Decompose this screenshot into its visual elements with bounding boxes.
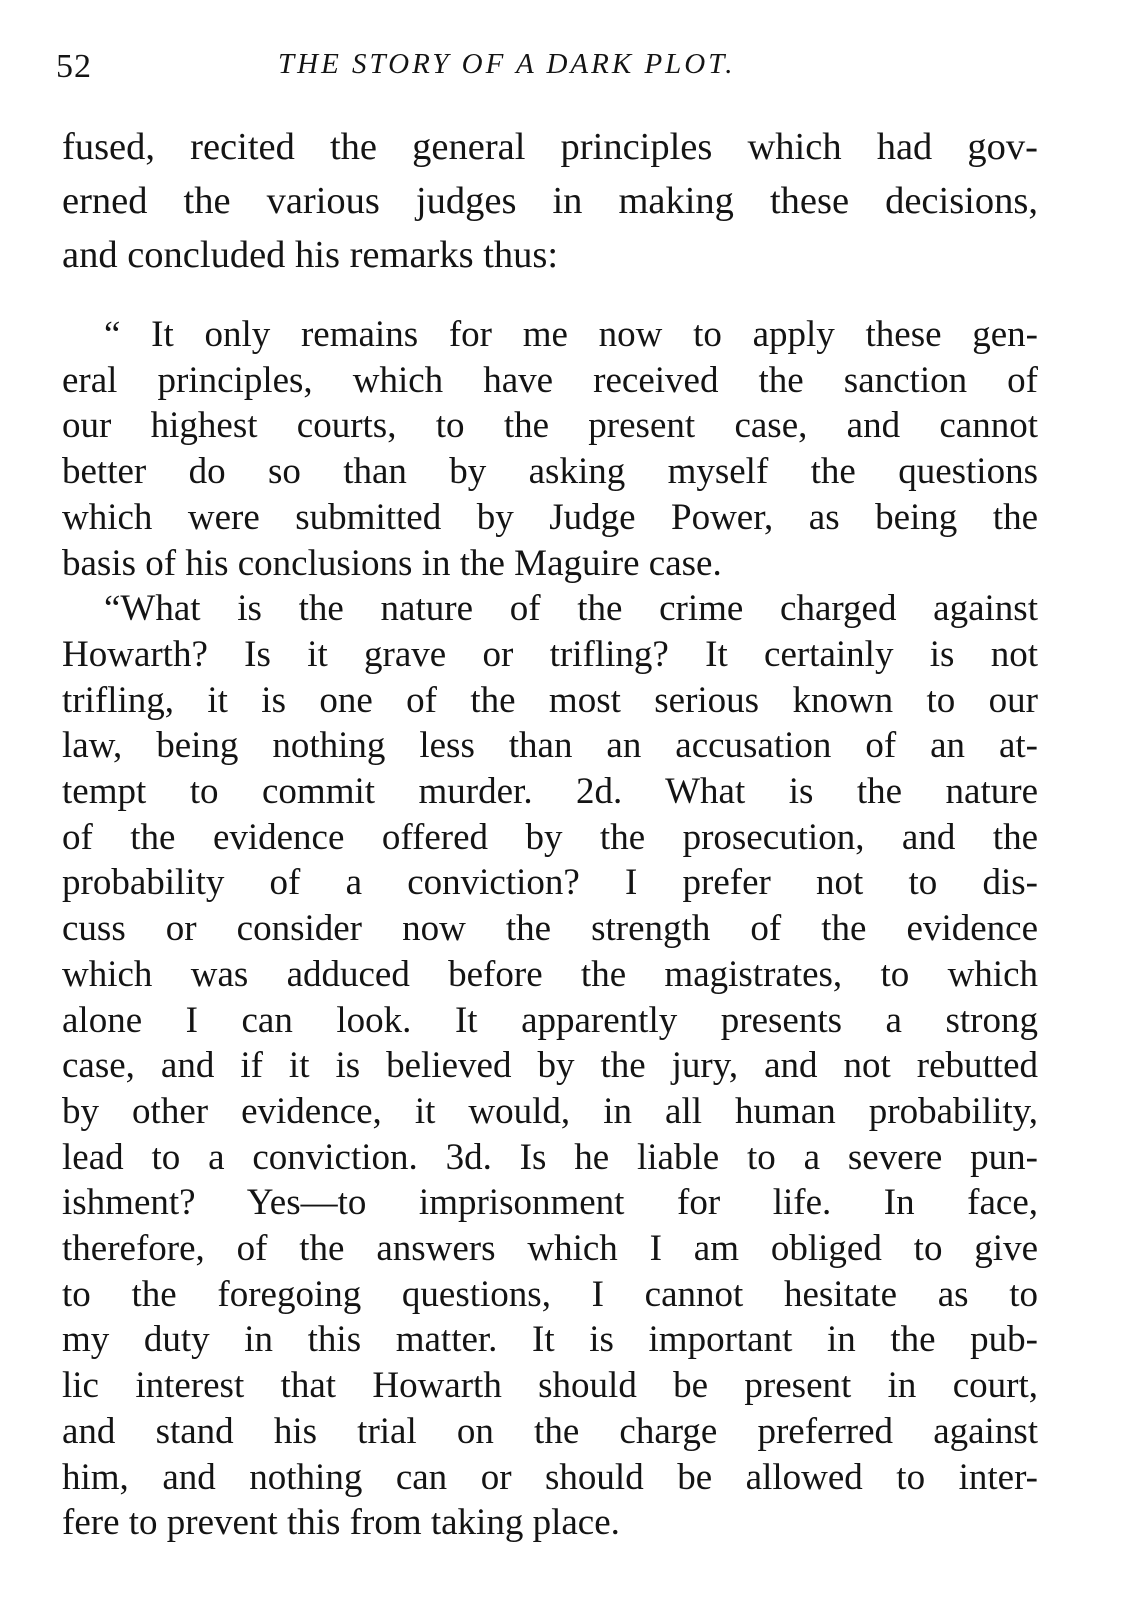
- text-line: fere to prevent this from taking place.: [62, 1502, 620, 1544]
- text-line: by other evidence, it would, in all human probability,: [62, 1090, 1038, 1132]
- text-line: tempt to commit murder. 2d. What is the nature: [62, 771, 1038, 813]
- text-line: which were submitted by Judge Power, as being the: [62, 496, 1038, 538]
- page-number: 52: [56, 48, 92, 85]
- text-line: “ It only remains for me now to apply these gen-: [104, 314, 1038, 355]
- text-line: law, being nothing less than an accusation of an at-: [62, 725, 1038, 767]
- text-line: our highest courts, to the present case, and cannot: [62, 405, 1038, 447]
- text-line: Howarth? Is it grave or trifling? It certainly is not: [62, 633, 1038, 675]
- text-line: basis of his conclusions in the Maguire case.: [62, 542, 722, 584]
- text-line: “What is the nature of the crime charged against: [104, 588, 1038, 630]
- text-line: and stand his trial on the charge preferred against: [62, 1410, 1038, 1452]
- text-line: alone I can look. It apparently presents a strong: [62, 999, 1038, 1041]
- text-line: of the evidence offered by the prosecution, and the: [62, 816, 1038, 858]
- text-line: eral principles, which have received the sanction of: [62, 359, 1038, 401]
- paragraph-quote-2: [62, 586, 1038, 1546]
- page-header: [56, 44, 1046, 94]
- paragraph-intro: [62, 120, 1038, 282]
- text-line: case, and if it is believed by the jury, and not rebutted: [62, 1045, 1038, 1087]
- body-text: [62, 120, 1038, 1546]
- text-line: which was adduced before the magistrates, to which: [62, 953, 1038, 995]
- text-line: lead to a conviction. 3d. Is he liable to a severe pun-: [62, 1136, 1038, 1178]
- text-line: and concluded his remarks thus:: [62, 234, 559, 276]
- text-line: better do so than by asking myself the questions: [62, 451, 1038, 493]
- text-line: ishment? Yes—to imprisonment for life. In face,: [62, 1182, 1038, 1224]
- text-line: therefore, of the answers which I am obliged to give: [62, 1228, 1038, 1270]
- text-line: my duty in this matter. It is important in the pub-: [62, 1319, 1038, 1361]
- text-line: probability of a conviction? I prefer not to dis-: [62, 862, 1038, 904]
- text-line: him, and nothing can or should be allowed to inter-: [62, 1456, 1038, 1498]
- text-line: lic interest that Howarth should be present in court,: [62, 1365, 1038, 1407]
- text-line: to the foregoing questions, I cannot hesitate as to: [62, 1273, 1038, 1315]
- text-line: trifling, it is one of the most serious known to our: [62, 679, 1038, 721]
- paragraph-quote-1: [62, 312, 1038, 586]
- text-line: fused, recited the general principles which had gov-: [62, 126, 1038, 168]
- running-title: THE STORY OF A DARK PLOT.: [278, 48, 736, 80]
- text-line: cuss or consider now the strength of the evidence: [62, 908, 1038, 950]
- text-line: erned the various judges in making these decisions,: [62, 180, 1038, 222]
